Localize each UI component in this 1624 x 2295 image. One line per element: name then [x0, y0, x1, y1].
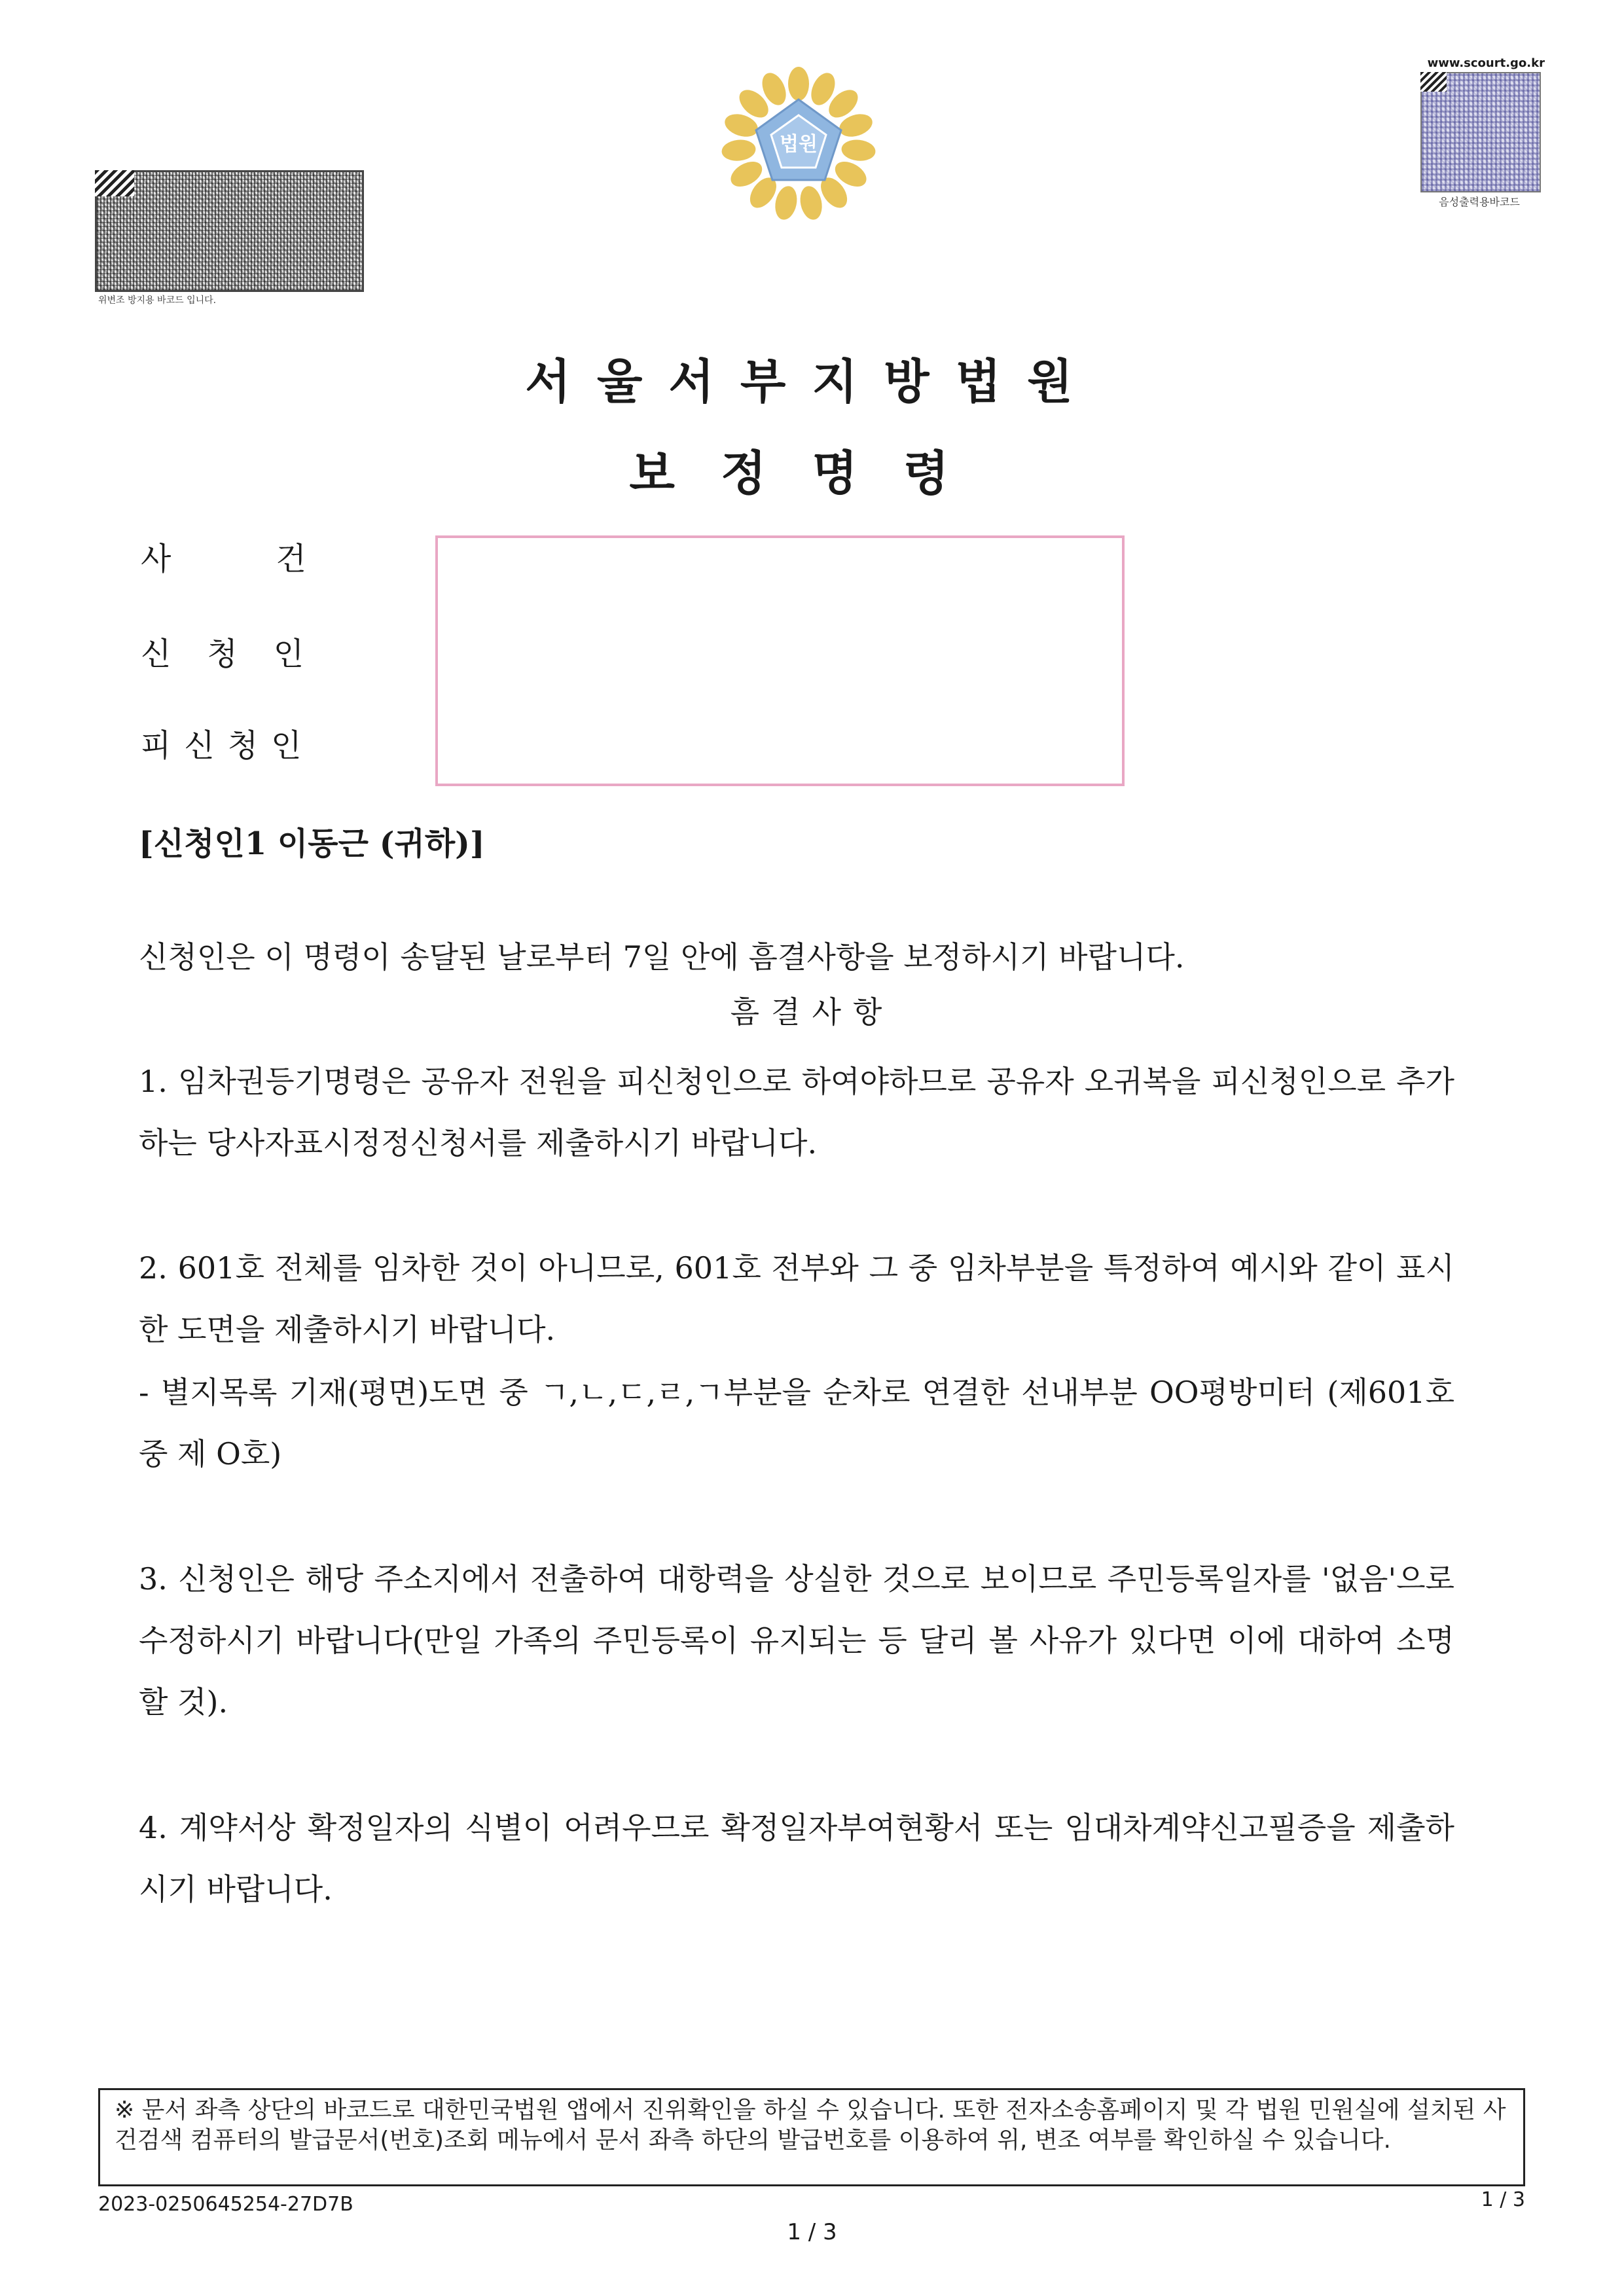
anti-forgery-barcode	[95, 170, 364, 292]
defect-item-4: 4. 계약서상 확정일자의 식별이 어려우므로 확정일자부여현황서 또는 임대차계약신고필증을 제출하시기 바랍니다.	[139, 1810, 1454, 1907]
emblem-text: 법원	[780, 133, 818, 156]
defect-item-2: 2. 601호 전체를 임차한 것이 아니므로, 601호 전부와 그 중 임차부분을 특정하여 예시와 같이 표시한 도면을 제출하시기 바랍니다.	[139, 1250, 1454, 1347]
respondent-label: 피신청인	[141, 727, 315, 764]
audio-barcode-caption: 음성출력용바코드	[1439, 196, 1520, 208]
defect-item-2-detail: - 별지목록 기재(평면)도면 중 ㄱ,ㄴ,ㄷ,ㄹ,ㄱ부분을 순차로 연결한 선내부분 OO평방미터 (제601호 중 제 O호)	[139, 1375, 1454, 1472]
court-name: 서울서부지방법원	[525, 353, 1099, 409]
court-emblem-icon	[720, 65, 877, 223]
document-title: 보정명령	[629, 445, 995, 501]
verification-notice: ※ 문서 좌측 상단의 바코드로 대한민국법원 앱에서 진위확인을 하실 수 있습니다. 또한 전자소송홈페이지 및 각 법원 민원실에 설치된 사건검색 컴퓨터의 발급문서(번호)조회 메뉴에서 문서 좌측 하단의 발급번호를 이용하여 위, 변조 여부를 확인하실 수 있습니다.	[98, 2088, 1525, 2186]
barcode-caption: 위변조 방지용 바코드 입니다.	[98, 295, 217, 306]
intro-paragraph: 신청인은 이 명령이 송달된 날로부터 7일 안에 흠결사항을 보정하시기 바랍니다.	[139, 939, 1185, 975]
barcode-corner-mark	[95, 170, 134, 196]
defect-item-3: 3. 신청인은 해당 주소지에서 전출하여 대항력을 상실한 것으로 보이므로 주민등록일자를 '없음'으로 수정하시기 바랍니다(만일 가족의 주민등록이 유지되는 등 달리 볼 사유가 있다면 이에 대하여 소명할 것).	[139, 1561, 1454, 1720]
defect-heading: 흠결사항	[730, 994, 894, 1030]
qr-corner-mark	[1420, 72, 1447, 92]
audio-output-barcode	[1420, 72, 1541, 192]
page-indicator: 1 / 3	[787, 2219, 837, 2245]
applicant-label: 신청인	[141, 636, 340, 672]
page-indicator-right: 1 / 3	[1481, 2188, 1525, 2211]
court-website-url: www.scourt.go.kr	[1427, 56, 1545, 70]
case-label: 사건	[141, 541, 411, 577]
issue-number: 2023-0250645254-27D7B	[98, 2193, 353, 2216]
recipient: [신청인1 이동근 (귀하)]	[139, 825, 485, 862]
redacted-party-info	[435, 535, 1125, 786]
defect-item-1: 1. 임차권등기명령은 공유자 전원을 피신청인으로 하여야하므로 공유자 오귀복을 피신청인으로 추가하는 당사자표시정정신청서를 제출하시기 바랍니다.	[139, 1064, 1454, 1161]
